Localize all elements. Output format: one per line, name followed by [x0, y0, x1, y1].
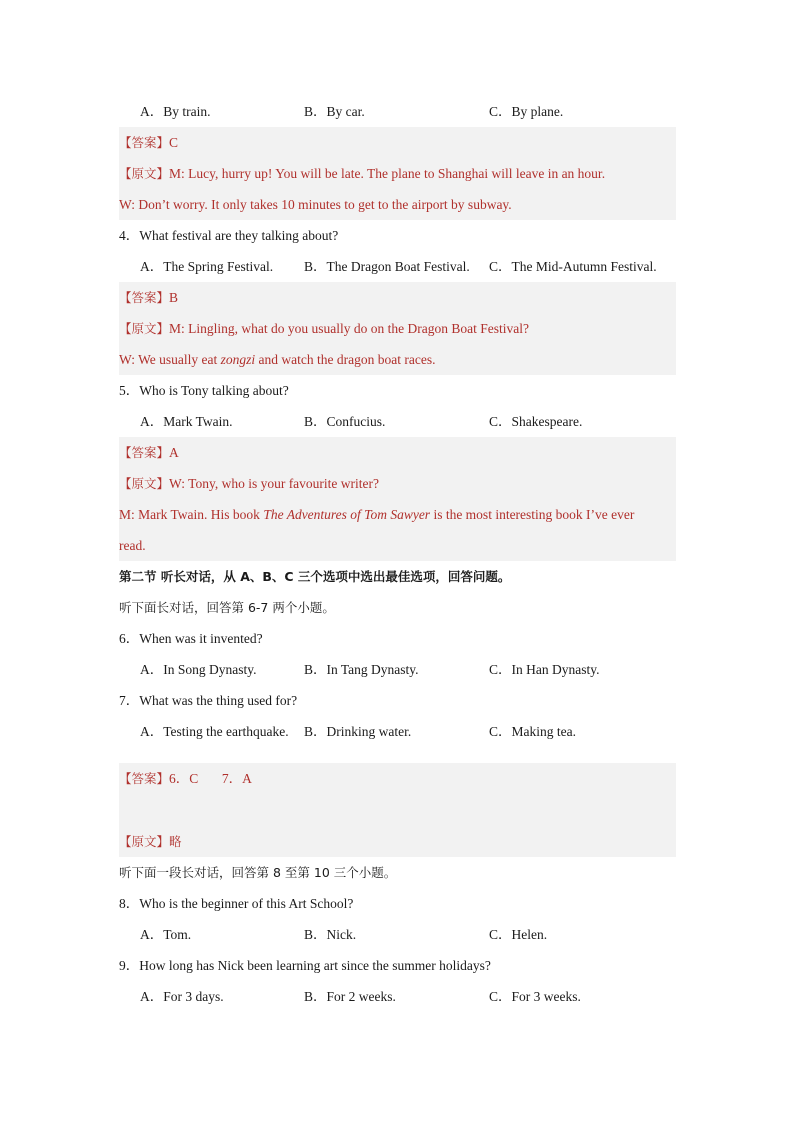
script-italic: zongzi — [220, 352, 256, 367]
script-line: M: Lucy, hurry up! You will be late. The plane to Shanghai will leave in an hour. — [169, 166, 606, 181]
script-tag: 【原文】 — [119, 321, 170, 336]
q8-option-c: C．Helen. — [489, 927, 548, 942]
q6-options — [119, 654, 676, 685]
q9-option-b: B．For 2 weeks. — [304, 989, 396, 1004]
script-tag: 【原文】 — [119, 166, 170, 181]
q67-script — [119, 826, 676, 857]
q4-script-line2 — [119, 344, 676, 375]
q4-option-a: A．The Spring Festival. — [140, 259, 274, 274]
answer-tag: 【答案】 — [119, 290, 170, 305]
q5-script-line2 — [119, 499, 676, 530]
q9-question: 9．How long has Nick been learning art since the summer holidays? — [119, 958, 491, 973]
answer-value: A — [169, 445, 179, 460]
q4-option-b: B．The Dragon Boat Festival. — [304, 259, 470, 274]
q3-answer-block — [119, 127, 676, 220]
answer-tag: 【答案】 — [119, 445, 170, 460]
q4-script — [119, 313, 676, 344]
q7-option-a: A．Testing the earthquake. — [140, 724, 289, 739]
document-page — [119, 96, 676, 1012]
q7-options — [119, 716, 676, 747]
answer-tag: 【答案】 — [119, 771, 170, 786]
answer-value: C — [169, 135, 179, 150]
q4-answer-block — [119, 282, 676, 375]
q5-option-c: C．Shakespeare. — [489, 414, 583, 429]
q5-option-a: A．Mark Twain. — [140, 414, 233, 429]
script-text: M: Mark Twain. His book — [119, 507, 264, 522]
q8-option-b: B．Nick. — [304, 927, 357, 942]
blank-space — [119, 794, 676, 826]
script-tag: 【原文】 — [119, 476, 170, 491]
q5-question: 5．Who is Tony talking about? — [119, 383, 289, 398]
q5-options — [119, 406, 676, 437]
spacer — [119, 747, 676, 763]
q8-option-a: A．Tom. — [140, 927, 192, 942]
q7-question: 7．What was the thing used for? — [119, 693, 298, 708]
q6-option-c: C．In Han Dynasty. — [489, 662, 600, 677]
q3-option-b: B．By car. — [304, 104, 365, 119]
q4-options — [119, 251, 676, 282]
q9-option-c: C．For 3 weeks. — [489, 989, 581, 1004]
q5-script-line3: read. — [119, 538, 146, 553]
q4-option-c: C．The Mid-Autumn Festival. — [489, 259, 657, 274]
script-line: W: Tony, who is your favourite writer? — [169, 476, 380, 491]
script-line: 略 — [169, 834, 182, 849]
q6-question: 6．When was it invented? — [119, 631, 263, 646]
script-italic: The Adventures of Tom Sawyer — [263, 507, 431, 522]
q9-options — [119, 981, 676, 1012]
q7-option-b: B．Drinking water. — [304, 724, 412, 739]
script-text: is the most interesting book I’ve ever — [430, 507, 635, 522]
script-line: M: Lingling, what do you usually do on the Dragon Boat Festival? — [169, 321, 529, 336]
q67-answer — [119, 763, 676, 794]
script-text: and watch the dragon boat races. — [255, 352, 436, 367]
answer-tag: 【答案】 — [119, 135, 170, 150]
q7-option-c: C．Making tea. — [489, 724, 576, 739]
q3-options — [119, 96, 676, 127]
q8-options — [119, 919, 676, 950]
script-text: W: We usually eat — [119, 352, 221, 367]
section-heading: 第二节 听长对话，从 A、B、C 三个选项中选出最佳选项，回答问题。 — [119, 569, 511, 584]
q67-answer-block — [119, 763, 676, 857]
answer-value: 6．C 7．A — [169, 771, 252, 786]
q5-answer-block — [119, 437, 676, 561]
q6-option-b: B．In Tang Dynasty. — [304, 662, 419, 677]
q5-script — [119, 468, 676, 499]
q4-question: 4．What festival are they talking about? — [119, 228, 339, 243]
q4-answer — [119, 282, 676, 313]
answer-value: B — [169, 290, 179, 305]
q6-option-a: A．In Song Dynasty. — [140, 662, 257, 677]
q3-script-line2: W: Don’t worry. It only takes 10 minutes to get to the airport by subway. — [119, 197, 512, 212]
q8-question: 8．Who is the beginner of this Art School? — [119, 896, 354, 911]
section-intro: 听下面长对话，回答第 6-7 两个小题。 — [119, 600, 335, 615]
q3-script — [119, 158, 676, 189]
q9-option-a: A．For 3 days. — [140, 989, 224, 1004]
script-tag: 【原文】 — [119, 834, 170, 849]
q5-answer — [119, 437, 676, 468]
section-intro-2: 听下面一段长对话，回答第 8 至第 10 三个小题。 — [119, 865, 397, 880]
q3-option-c: C．By plane. — [489, 104, 564, 119]
q3-option-a: A．By train. — [140, 104, 211, 119]
q3-answer — [119, 127, 676, 158]
q5-option-b: B．Confucius. — [304, 414, 386, 429]
